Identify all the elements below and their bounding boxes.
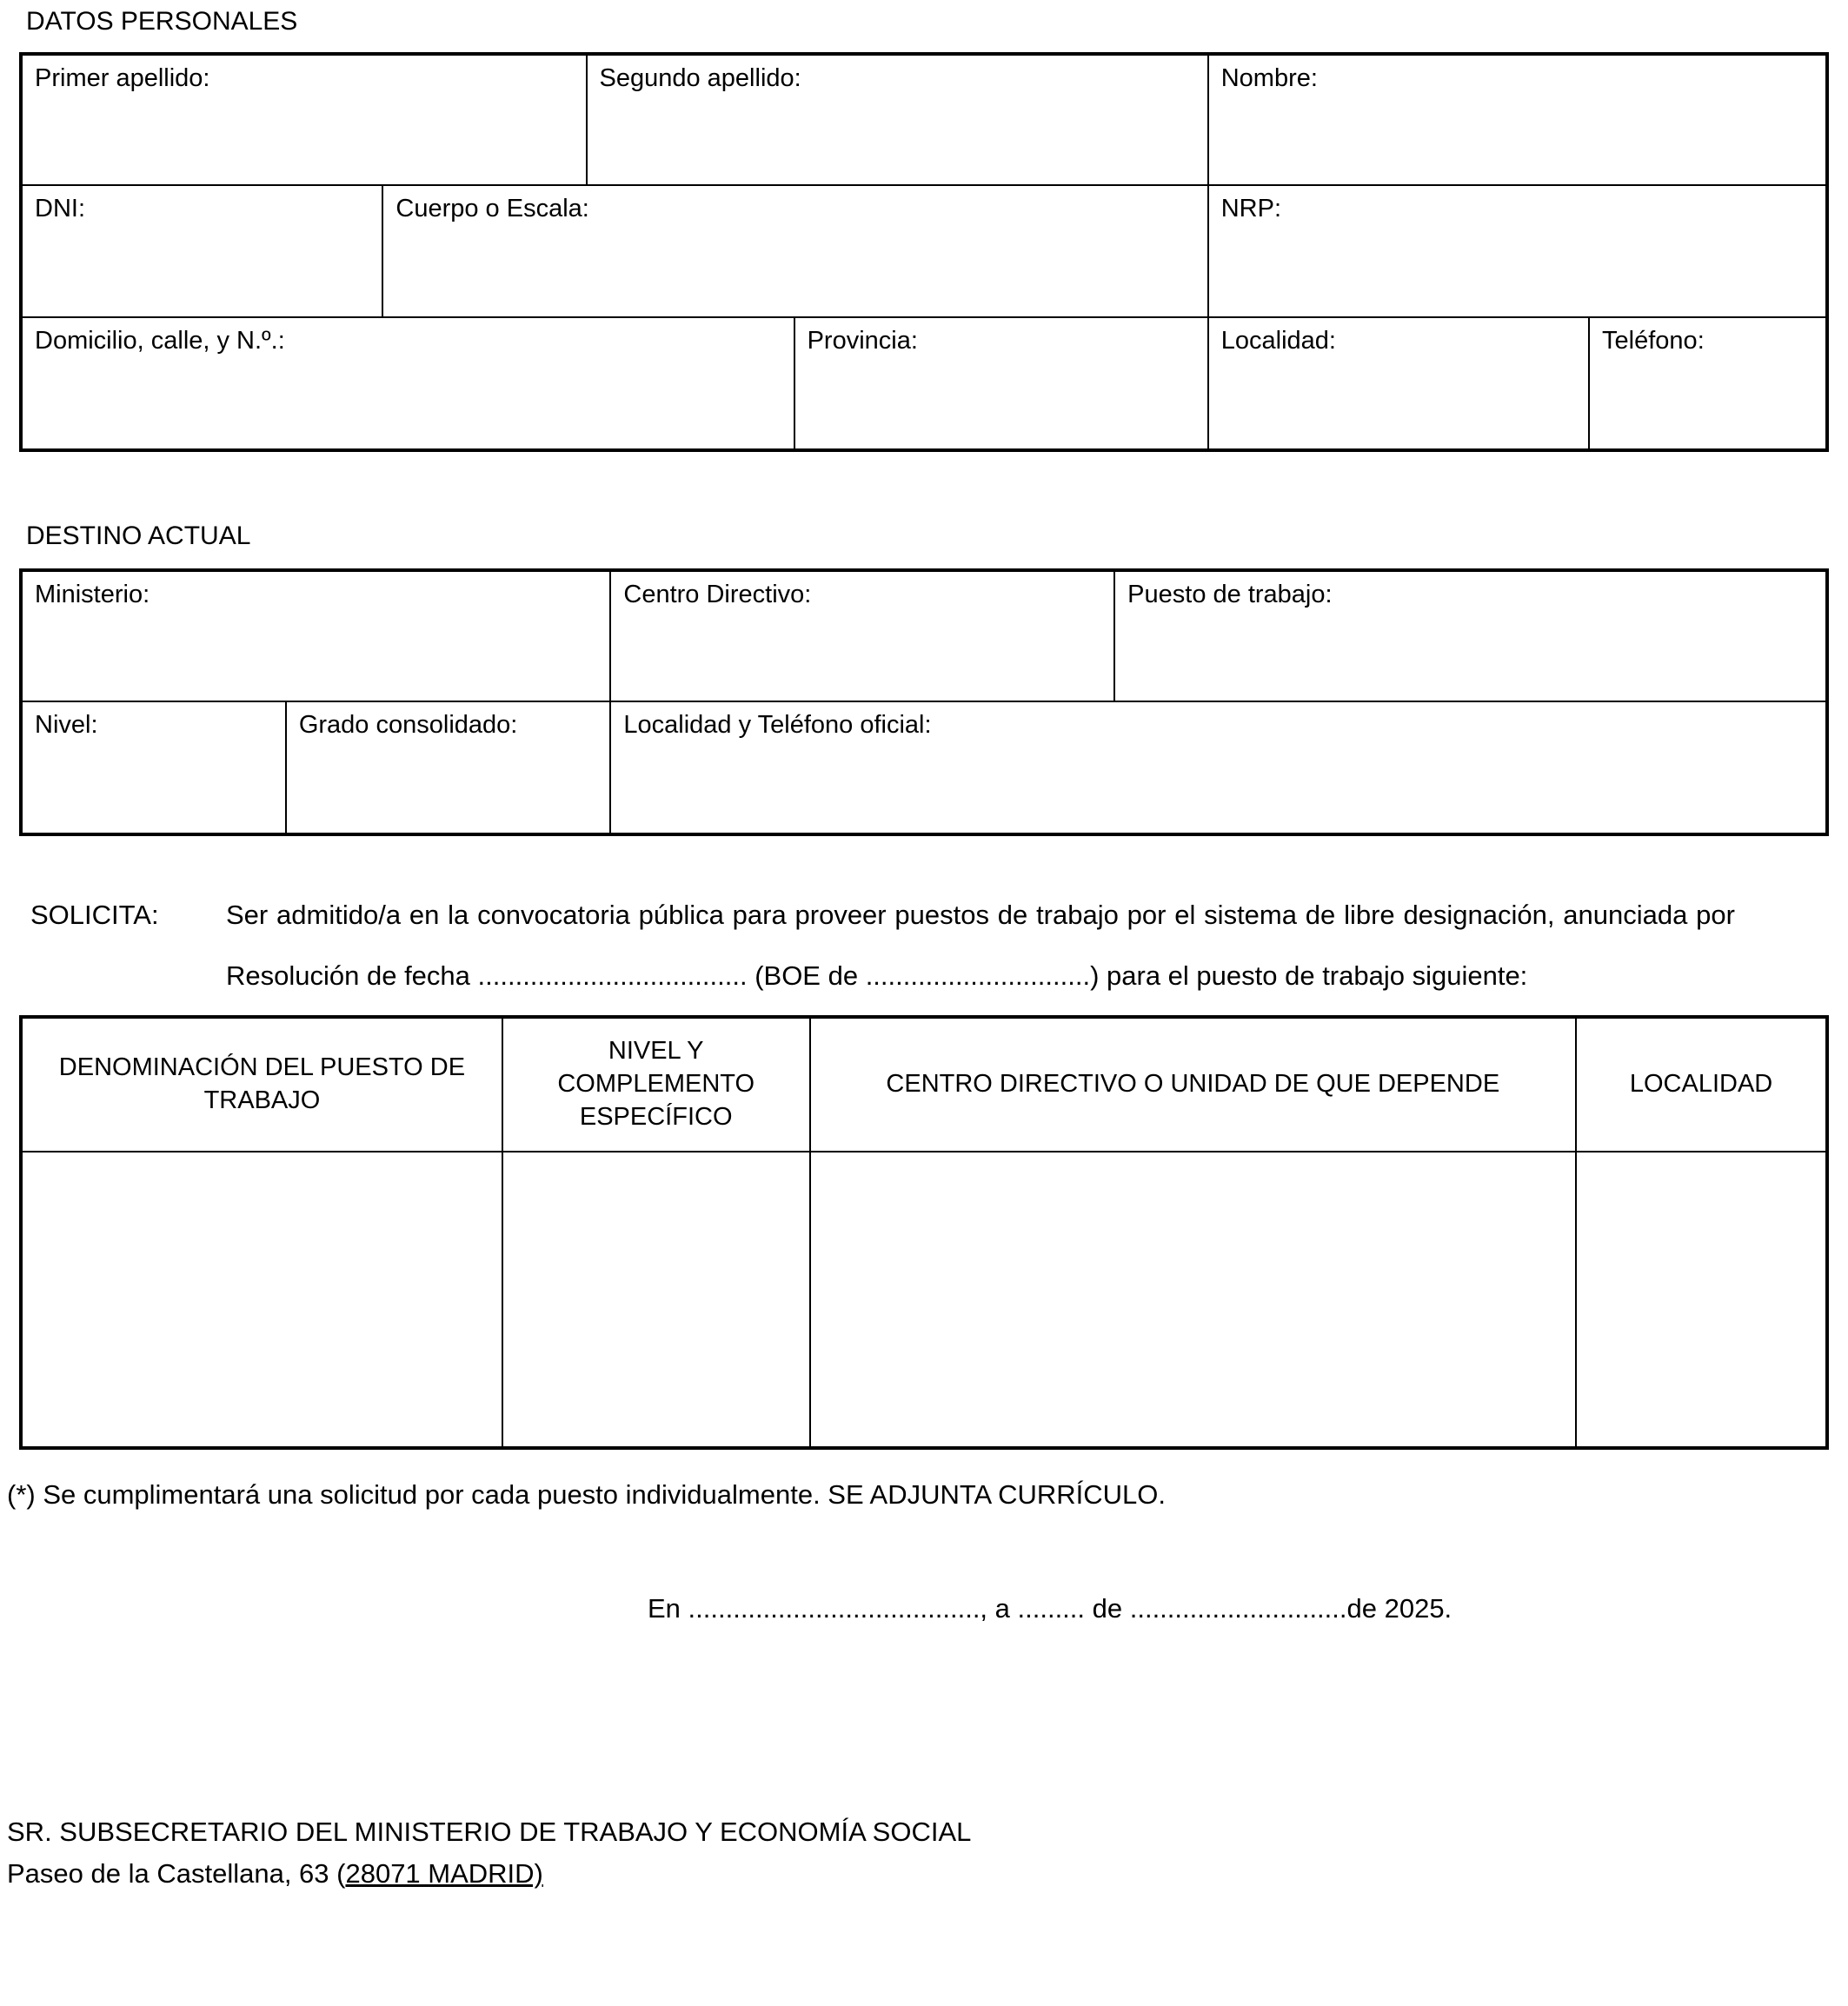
field-primer-apellido [23,56,586,184]
puestos-table [19,1015,1829,1450]
field-telefono [1588,318,1825,448]
header-nivel-complemento: NIVEL Y COMPLEMENTO ESPECÍFICO [502,1019,809,1151]
footer-postal-city: 28071 MADRID) [345,1858,543,1889]
field-nrp-label: NRP: [1220,195,1282,223]
destino-actual-row-1 [23,572,1825,701]
puestos-table-header-row [23,1019,1825,1151]
field-cuerpo-escala-label: Cuerpo o Escala: [396,195,589,223]
field-centro-directivo-label: Centro Directivo: [623,581,812,608]
footnote: (*) Se cumplimentará una solicitud por cada puesto individualmente. SE ADJUNTA CURRÍCULO. [7,1479,1166,1510]
solicita-section [30,885,1735,1006]
cell-localidad-empty [1575,1152,1825,1446]
solicita-text: Ser admitido/a en la convocatoria pública para proveer puestos de trabajo por el sistema de libre designación, anunciada por Resolución de fecha .................................... (BOE de ..............................) para el puesto de trabajo siguiente: [226,900,1735,991]
field-localidad [1207,318,1588,448]
footer-address [7,1811,1848,1895]
field-nivel-label: Nivel: [35,711,98,739]
destino-actual-table [19,568,1829,836]
cell-centro-directivo-empty [809,1152,1576,1446]
field-cuerpo-escala [382,186,1207,316]
field-dni-label: DNI: [35,195,85,223]
destino-actual-title: DESTINO ACTUAL [26,521,251,550]
destino-actual-row-2 [23,701,1825,833]
field-ministerio [23,572,609,701]
field-centro-directivo [609,572,1113,701]
field-grado-consolidado [285,702,610,833]
cell-denominacion-puesto-empty [23,1152,502,1446]
field-segundo-apellido-label: Segundo apellido: [599,64,801,92]
datos-personales-row-2 [23,184,1825,316]
solicita-label: SOLICITA: [30,900,159,930]
puestos-table-data-row [23,1151,1825,1446]
datos-personales-row-3 [23,316,1825,448]
datos-personales-title: DATOS PERSONALES [26,7,298,36]
header-centro-directivo-unidad: CENTRO DIRECTIVO O UNIDAD DE QUE DEPENDE [809,1019,1576,1151]
field-primer-apellido-label: Primer apellido: [35,64,210,92]
field-provincia [794,318,1207,448]
field-puesto-trabajo [1113,572,1825,701]
field-nombre [1207,56,1825,184]
footer-recipient: SR. SUBSECRETARIO DEL MINISTERIO DE TRABAJO Y ECONOMÍA SOCIAL [7,1817,972,1847]
datos-personales-row-1 [23,56,1825,184]
header-denominacion-puesto: DENOMINACIÓN DEL PUESTO DE TRABAJO [58,1053,466,1114]
footer-street [7,1853,1848,1895]
field-puesto-trabajo-label: Puesto de trabajo: [1127,581,1333,608]
datos-personales-table [19,52,1829,452]
cell-nivel-complemento-empty [502,1152,809,1446]
field-nombre-label: Nombre: [1220,64,1318,92]
field-localidad-label: Localidad: [1220,327,1336,355]
date-line: En ......................................., a ......... de .............................de 2025. [648,1593,1452,1624]
field-provincia-label: Provincia: [807,327,918,355]
field-domicilio-label: Domicilio, calle, y N.º.: [35,327,285,355]
field-dni [23,186,382,316]
field-domicilio [23,318,794,448]
field-segundo-apellido [586,56,1207,184]
field-grado-consolidado-label: Grado consolidado: [298,711,518,739]
footer-street-prefix: Paseo de la Castellana, 63 ( [7,1858,346,1889]
field-telefono-label: Teléfono: [1602,327,1705,355]
field-nivel [23,702,285,833]
header-localidad: LOCALIDAD [1575,1019,1825,1151]
field-localidad-telefono-oficial-label: Localidad y Teléfono oficial: [623,711,932,739]
field-localidad-telefono-oficial [609,702,1825,833]
field-ministerio-label: Ministerio: [35,581,150,608]
field-nrp [1207,186,1825,316]
